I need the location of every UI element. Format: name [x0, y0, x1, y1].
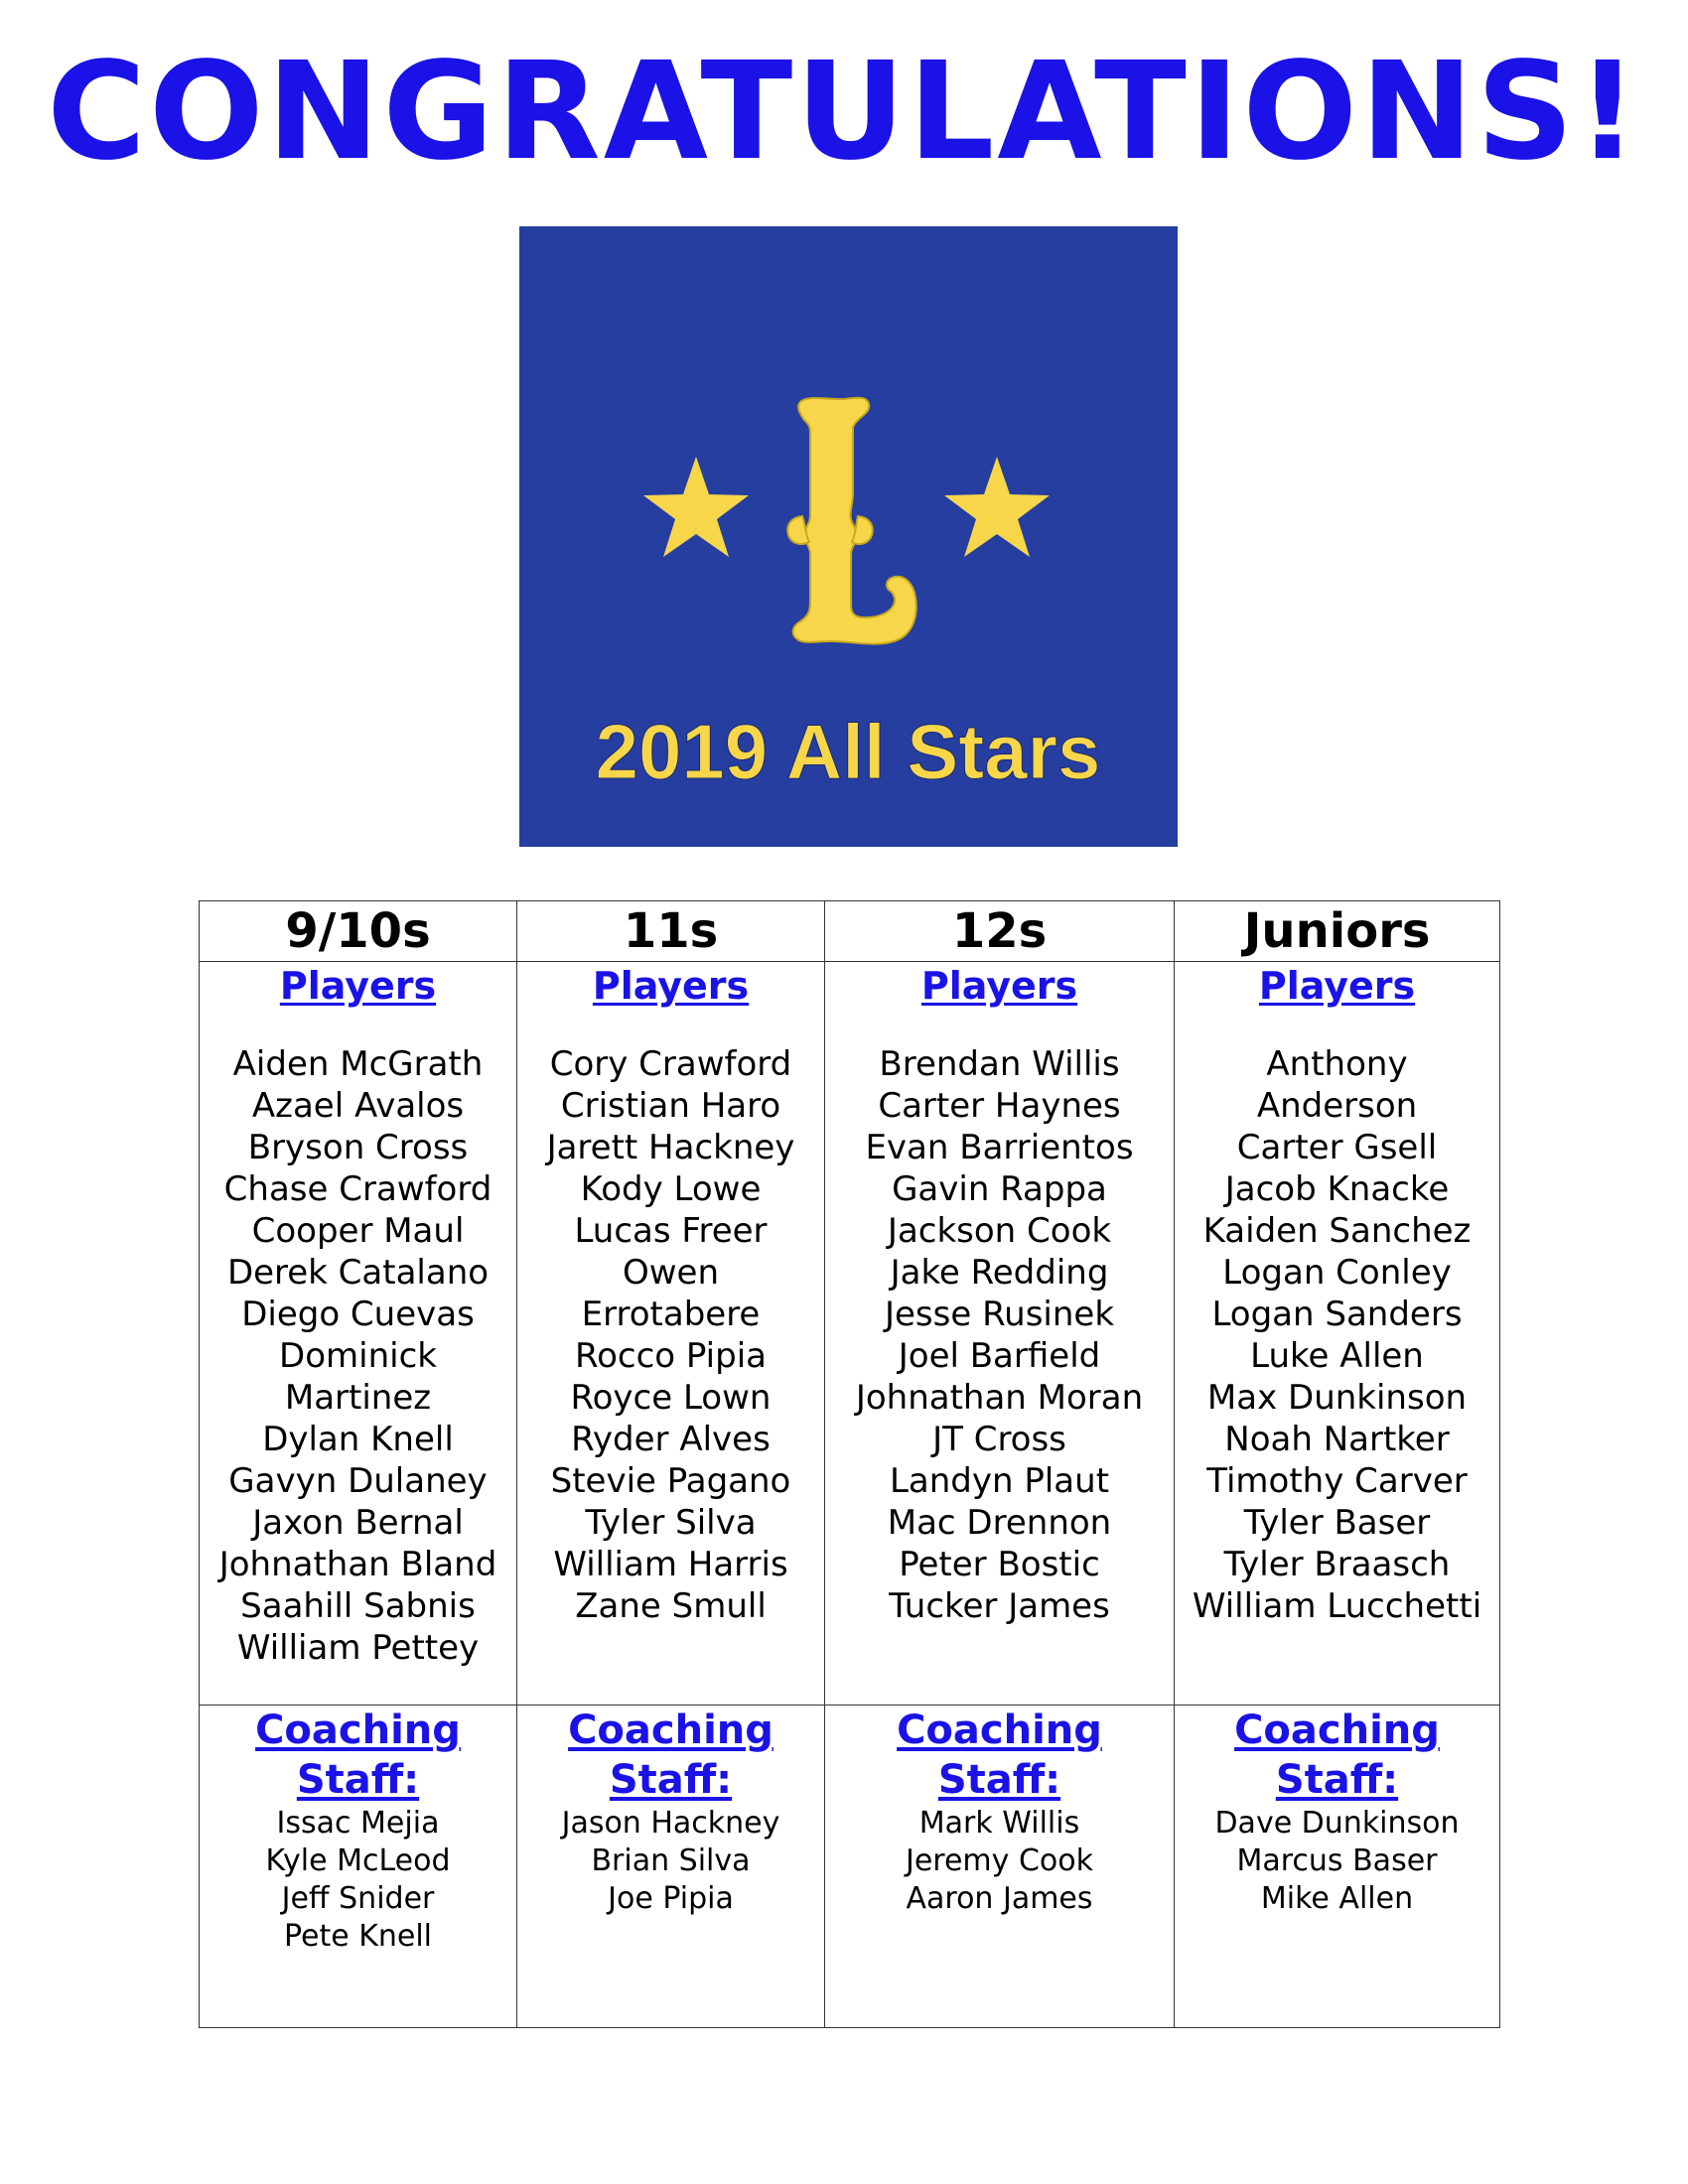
player-name: Johnathan Moran	[855, 1378, 1144, 1418]
players-list	[825, 1043, 1174, 1627]
coaching-staff-heading-line: Staff:	[1275, 1757, 1399, 1803]
player-name: Lucas Freer	[574, 1211, 768, 1251]
coaching-staff-link[interactable]	[517, 1706, 824, 1805]
player-name: Johnathan Bland	[218, 1545, 497, 1584]
player-name: Zane Smull	[575, 1586, 767, 1626]
player-name: Jackson Cook	[887, 1211, 1112, 1251]
player-name: Derek Catalano	[226, 1253, 490, 1293]
coach-name: Kyle McLeod	[265, 1843, 451, 1878]
division-header-row	[200, 901, 1500, 962]
coach-name: Marcus Baser	[1236, 1843, 1438, 1878]
players-link[interactable]: Players	[279, 964, 437, 1008]
player-name: Carter Haynes	[878, 1086, 1121, 1126]
player-name: Owen	[622, 1253, 720, 1293]
player-name: Cristian Haro	[560, 1086, 781, 1126]
division-title: 12s	[825, 901, 1175, 962]
player-name: Brendan Willis	[879, 1044, 1120, 1084]
coach-name: Issac Mejia	[276, 1806, 440, 1841]
player-name: Gavin Rappa	[892, 1169, 1107, 1209]
player-name: Tyler Braasch	[1223, 1545, 1451, 1584]
division-title: 9/10s	[200, 901, 517, 962]
player-name: Joel Barfield	[898, 1336, 1101, 1376]
player-name: William Pettey	[236, 1628, 480, 1668]
staff-cell	[825, 1706, 1175, 2028]
player-name: Saahill Sabnis	[240, 1586, 476, 1626]
players-cell	[517, 962, 825, 1706]
coaching-staff-link[interactable]	[200, 1706, 516, 1805]
player-name: Cooper Maul	[251, 1211, 465, 1251]
player-name: Logan Conley	[1222, 1253, 1452, 1293]
players-link[interactable]: Players	[592, 964, 750, 1008]
coaching-staff-heading-line: Coaching	[1234, 1707, 1440, 1753]
coach-name: Jason Hackney	[561, 1806, 780, 1841]
coaching-staff-heading-line: Staff:	[296, 1757, 420, 1803]
coaching-staff-heading-line: Coaching	[255, 1707, 461, 1753]
player-name: Royce Lown	[570, 1378, 772, 1418]
staff-list	[825, 1805, 1174, 1918]
player-name: Logan Sanders	[1211, 1295, 1463, 1334]
staff-list	[200, 1805, 516, 1956]
coach-name: Aaron James	[906, 1881, 1093, 1916]
players-row	[200, 962, 1500, 1706]
coach-name: Pete Knell	[283, 1919, 433, 1954]
coach-name: Joe Pipia	[608, 1881, 734, 1916]
player-name: Cory Crawford	[549, 1044, 792, 1084]
player-name: Errotabere	[581, 1295, 761, 1334]
player-name: Bryson Cross	[247, 1128, 469, 1167]
staff-cell	[517, 1706, 825, 2028]
player-name: Luke Allen	[1250, 1336, 1424, 1376]
player-name: Jarett Hackney	[546, 1128, 795, 1167]
player-name: Jesse Rusinek	[884, 1295, 1115, 1334]
player-name: Peter Bostic	[899, 1545, 1100, 1584]
coach-name: Dave Dunkinson	[1214, 1806, 1460, 1841]
player-name: Landyn Plaut	[889, 1461, 1110, 1501]
player-name: Carter Gsell	[1236, 1128, 1438, 1167]
player-name: Azael Avalos	[251, 1086, 465, 1126]
player-name: Jacob Knacke	[1224, 1169, 1450, 1209]
player-name: Noah Nartker	[1224, 1420, 1450, 1459]
player-name: Jake Redding	[890, 1253, 1109, 1293]
player-name: William Harris	[553, 1545, 788, 1584]
player-name: Tucker James	[889, 1586, 1110, 1626]
player-name: Ryder Alves	[571, 1420, 771, 1459]
players-list	[1175, 1043, 1499, 1627]
players-cell	[200, 962, 517, 1706]
division-title: 11s	[517, 901, 825, 962]
coaching-staff-link[interactable]	[1175, 1706, 1499, 1805]
coaching-staff-heading-line: Coaching	[568, 1707, 774, 1753]
player-name: Kody Lowe	[580, 1169, 762, 1209]
player-name: Jaxon Bernal	[252, 1503, 464, 1543]
players-cell	[1175, 962, 1500, 1706]
all-stars-logo	[519, 226, 1178, 847]
coach-name: Brian Silva	[591, 1843, 751, 1878]
staff-cell	[200, 1706, 517, 2028]
player-name: Anderson	[1256, 1086, 1418, 1126]
player-name: Timothy Carver	[1206, 1461, 1468, 1501]
player-name: Gavyn Dulaney	[228, 1461, 488, 1501]
player-name: Max Dunkinson	[1206, 1378, 1468, 1418]
player-name: William Lucchetti	[1192, 1586, 1482, 1626]
player-name: Stevie Pagano	[550, 1461, 791, 1501]
player-name: JT Cross	[932, 1420, 1066, 1459]
division-title: Juniors	[1175, 901, 1500, 962]
player-name: Mac Drennon	[887, 1503, 1112, 1543]
player-name: Rocco Pipia	[575, 1336, 767, 1376]
staff-list	[1175, 1805, 1499, 1918]
player-name: Tyler Baser	[1243, 1503, 1431, 1543]
coaching-staff-heading-line: Staff:	[609, 1757, 733, 1803]
player-name: Martinez	[284, 1378, 432, 1418]
player-name: Dylan Knell	[262, 1420, 454, 1459]
coach-name: Jeremy Cook	[906, 1843, 1093, 1878]
all-stars-roster-table	[199, 900, 1500, 2028]
players-list	[200, 1043, 516, 1669]
page-headline: CONGRATULATIONS!	[47, 34, 1641, 191]
coaching-staff-heading-line: Coaching	[897, 1707, 1102, 1753]
player-name: Tyler Silva	[585, 1503, 757, 1543]
staff-list	[517, 1805, 824, 1918]
coaching-staff-link[interactable]	[825, 1706, 1174, 1805]
players-link[interactable]: Players	[920, 964, 1078, 1008]
player-name: Evan Barrientos	[865, 1128, 1134, 1167]
coach-name: Mark Willis	[918, 1806, 1080, 1841]
logo-caption: 2019 All Stars	[595, 708, 1101, 795]
player-name: Dominick	[279, 1336, 437, 1376]
players-cell	[825, 962, 1175, 1706]
player-name: Diego Cuevas	[241, 1295, 475, 1334]
player-name: Chase Crawford	[223, 1169, 492, 1209]
players-list	[517, 1043, 824, 1627]
coaching-staff-heading-line: Staff:	[937, 1757, 1061, 1803]
coach-name: Mike Allen	[1260, 1881, 1414, 1916]
players-link[interactable]: Players	[1258, 964, 1416, 1008]
player-name: Aiden McGrath	[232, 1044, 484, 1084]
coach-name: Jeff Snider	[281, 1881, 435, 1916]
player-name: Kaiden Sanchez	[1202, 1211, 1472, 1251]
staff-cell	[1175, 1706, 1500, 2028]
coaching-staff-row	[200, 1706, 1500, 2028]
player-name: Anthony	[1266, 1044, 1408, 1084]
